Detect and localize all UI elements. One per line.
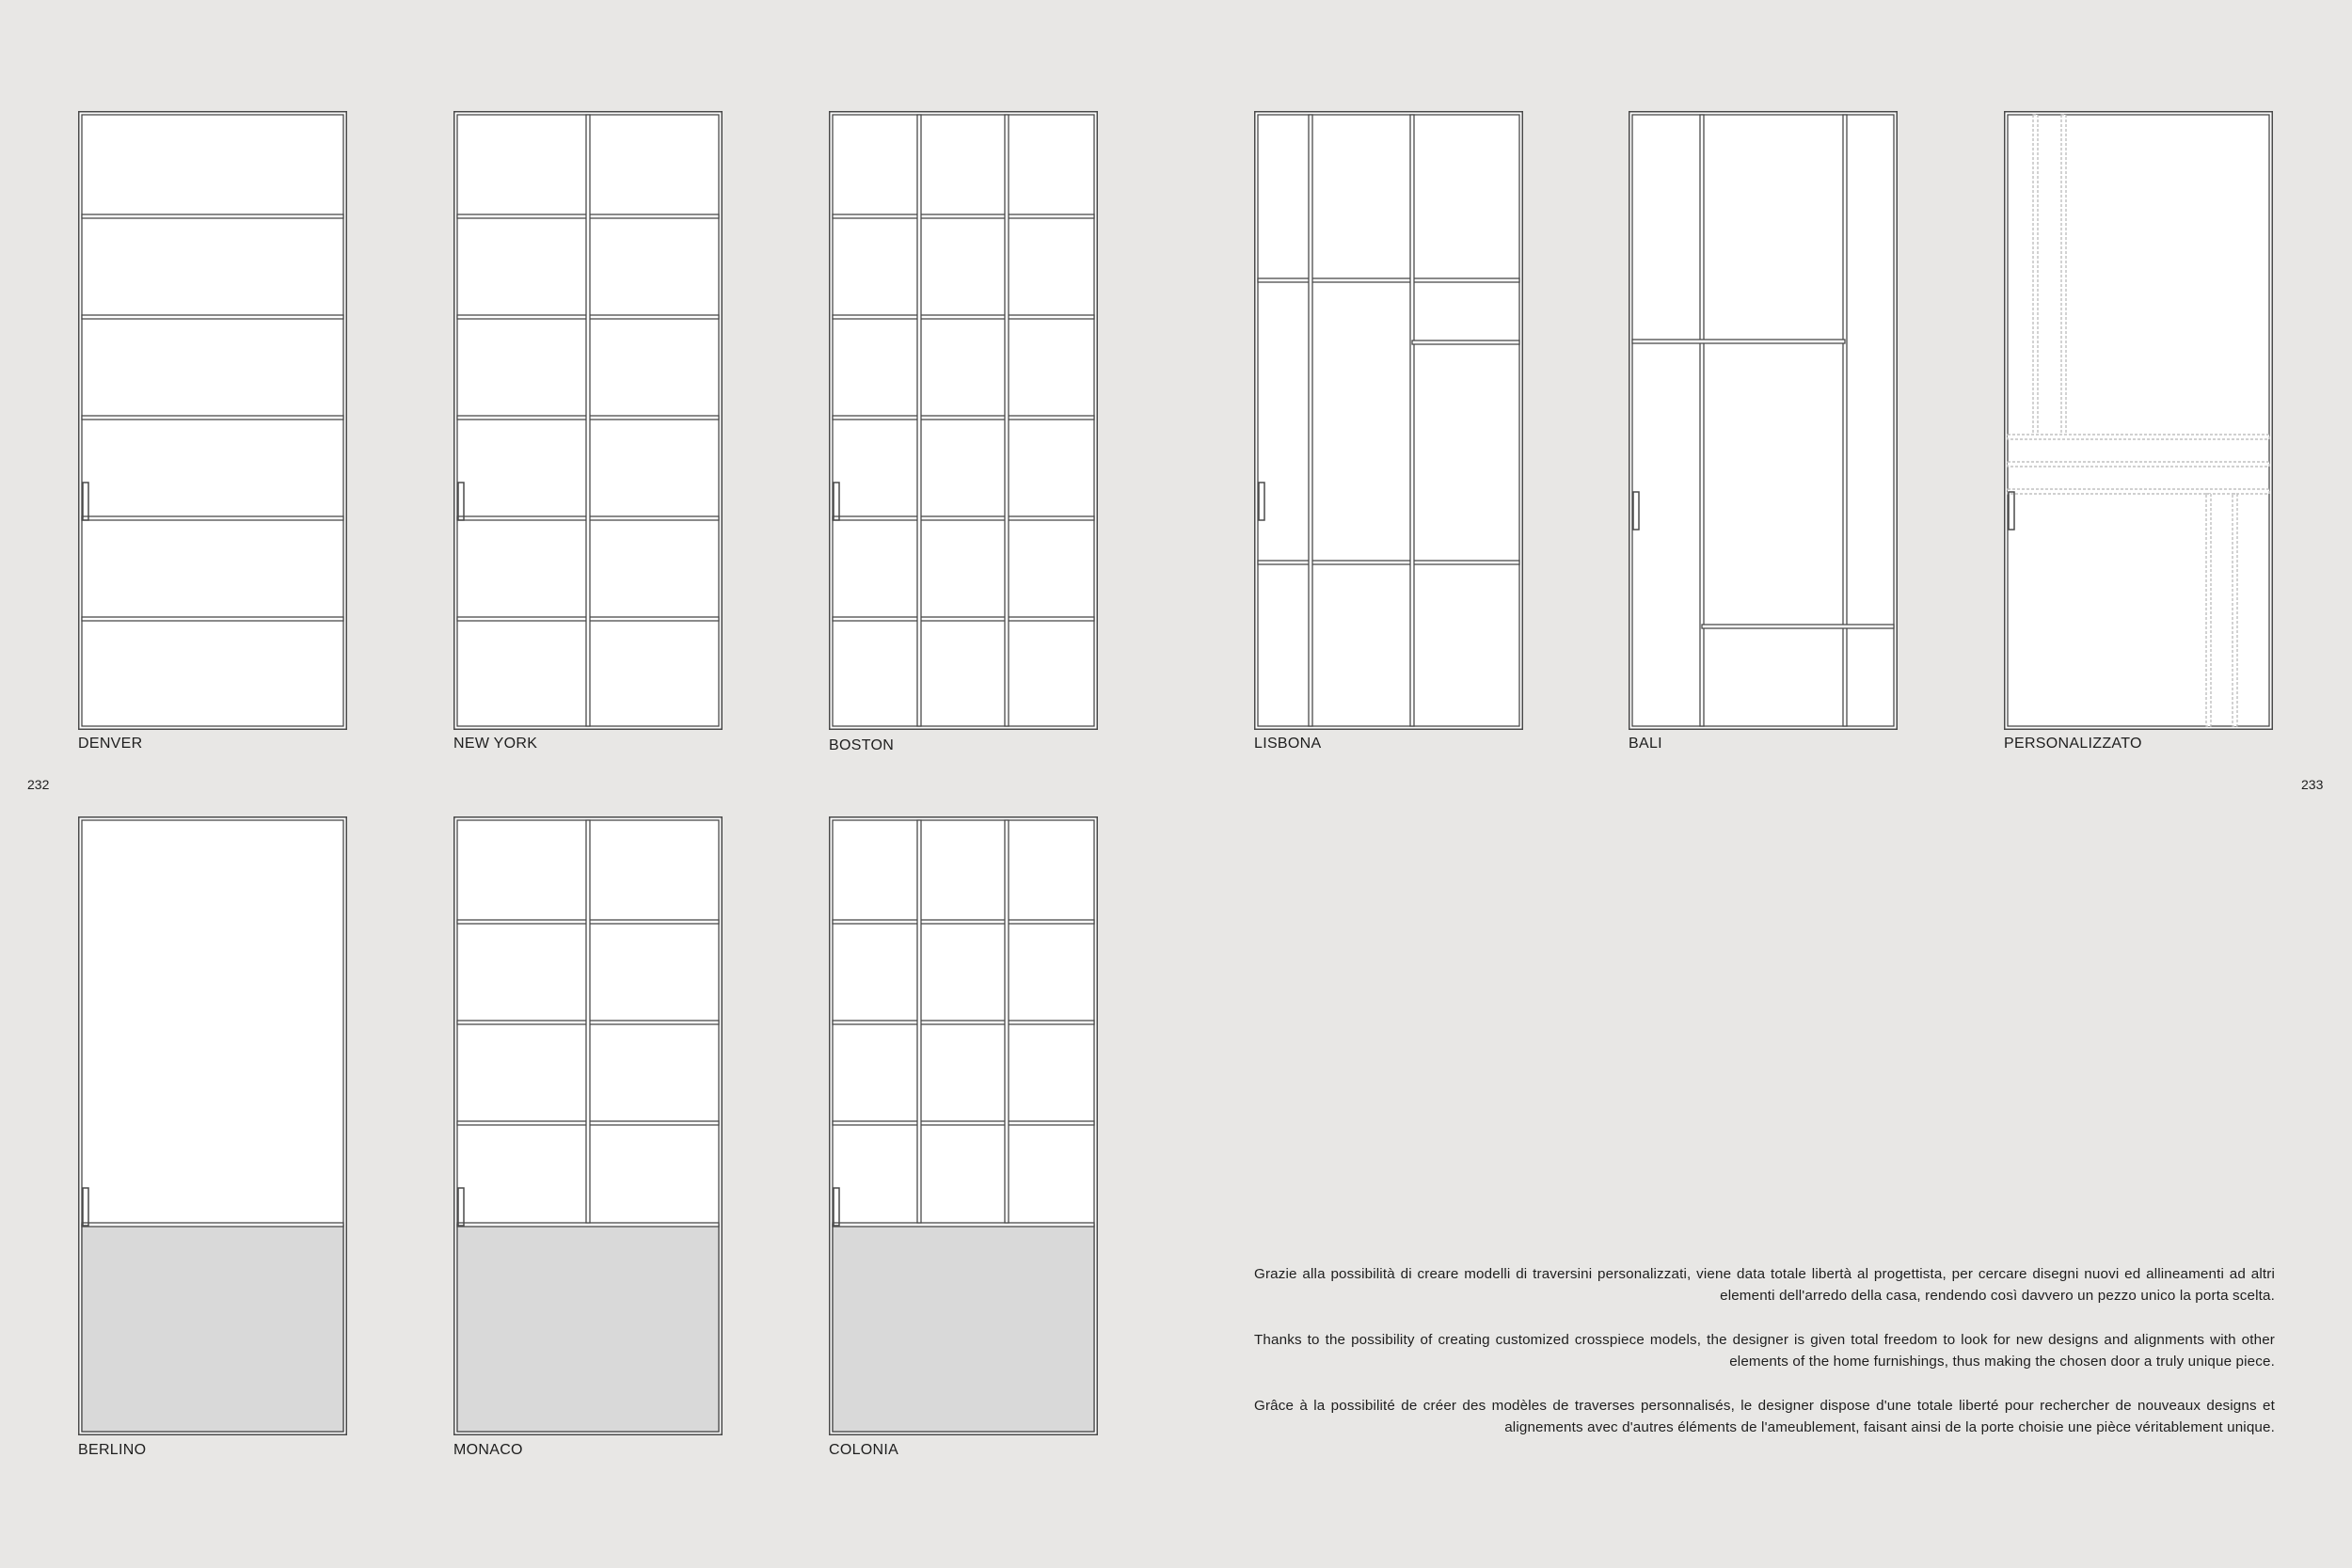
- door-crossbar: [82, 416, 343, 420]
- page-number-right: 233: [2301, 777, 2324, 792]
- door-crossbar: [82, 1223, 343, 1227]
- door-lisbona-drawing: [1254, 111, 1523, 730]
- door-crossbar: [833, 1021, 1094, 1024]
- custom-crossbar: [2206, 494, 2211, 726]
- door-mullion: [586, 115, 590, 726]
- door-outer-frame: [1629, 112, 1898, 730]
- door-berlino: [78, 816, 347, 1435]
- door-crossbar: [82, 315, 343, 319]
- custom-crossbar: [2008, 489, 2269, 494]
- door-crossbar: [833, 1223, 1094, 1227]
- door-mullion: [1309, 115, 1312, 726]
- door-label-berlino: BERLINO: [78, 1442, 147, 1458]
- door-mullion: [586, 820, 590, 1223]
- description-italian: Grazie alla possibilità di creare modelli di traversini personalizzati, viene data totale libertà al progettista, per cercare disegni nuovi ed allineamenti ad altri elementi dell'arredo della casa, rendendo così davvero un pezzo unico la porta scelta.: [1254, 1266, 2275, 1304]
- door-mullion: [917, 115, 921, 726]
- door-opaque-panel: [457, 1225, 719, 1432]
- door-mullion: [917, 820, 921, 1223]
- description-english: Thanks to the possibility of creating customized crosspiece models, the designer is given total freedom to look for new designs and alignments with other elements of the home furnishings, thus making the chosen door a truly unique piece.: [1254, 1332, 2275, 1370]
- door-crossbar: [833, 214, 1094, 218]
- door-label-new-york: NEW YORK: [453, 736, 538, 752]
- door-mullion: [1410, 115, 1414, 726]
- door-outer-frame: [79, 112, 347, 730]
- door-label-denver: DENVER: [78, 736, 143, 752]
- door-crossbar: [1412, 341, 1519, 344]
- custom-crossbar: [2008, 462, 2269, 467]
- door-crossbar: [833, 1121, 1094, 1125]
- door-label-personalizzato: PERSONALIZZATO: [2004, 736, 2142, 752]
- door-denver: [78, 111, 347, 730]
- door-bali-drawing: [1629, 111, 1898, 730]
- door-crossbar: [1702, 625, 1894, 628]
- door-denver-drawing: [78, 111, 347, 730]
- door-colonia-drawing: [829, 816, 1098, 1435]
- door-mullion: [1700, 115, 1704, 726]
- door-boston-drawing: [829, 111, 1098, 730]
- door-outer-frame: [1255, 112, 1523, 730]
- door-bali: [1629, 111, 1898, 730]
- door-personalizzato: [2004, 111, 2273, 730]
- door-personalizzato-drawing: [2004, 111, 2273, 730]
- door-new-york: [453, 111, 723, 730]
- door-boston: [829, 111, 1098, 730]
- door-new-york-drawing: [453, 111, 723, 730]
- door-crossbar: [82, 516, 343, 520]
- door-monaco: [453, 816, 723, 1435]
- door-crossbar: [1258, 561, 1519, 564]
- door-crossbar: [82, 617, 343, 621]
- door-lisbona: [1254, 111, 1523, 730]
- door-crossbar: [833, 315, 1094, 319]
- door-mullion: [1005, 820, 1009, 1223]
- door-crossbar: [1258, 278, 1519, 282]
- door-crossbar: [833, 617, 1094, 621]
- door-crossbar: [833, 516, 1094, 520]
- door-mullion: [1843, 115, 1847, 726]
- page-number-left: 232: [27, 777, 50, 792]
- door-colonia: [829, 816, 1098, 1435]
- door-label-colonia: COLONIA: [829, 1442, 899, 1458]
- custom-crossbar: [2033, 115, 2038, 438]
- door-label-monaco: MONACO: [453, 1442, 523, 1458]
- door-label-boston: BOSTON: [829, 737, 895, 753]
- door-label-lisbona: LISBONA: [1254, 736, 1322, 752]
- door-crossbar: [82, 214, 343, 218]
- door-crossbar: [833, 416, 1094, 420]
- door-outer-frame: [830, 112, 1098, 730]
- door-label-bali: BALI: [1629, 736, 1662, 752]
- door-crossbar: [833, 920, 1094, 924]
- door-opaque-panel: [82, 1225, 343, 1432]
- door-monaco-drawing: [453, 816, 723, 1435]
- description-block: [1254, 1263, 2275, 1461]
- custom-crossbar: [2008, 435, 2269, 439]
- description-french: Grâce à la possibilité de créer des modèles de traverses personnalisés, le designer dispose d'une totale liberté pour rechercher de nouveaux designs et alignements avec d'autres éléments de l'ameublement, faisant ainsi de la porte choisie une pièce véritablement unique.: [1254, 1398, 2275, 1435]
- door-opaque-panel: [833, 1225, 1094, 1432]
- door-mullion: [1005, 115, 1009, 726]
- custom-crossbar: [2233, 494, 2237, 726]
- custom-crossbar: [2061, 115, 2066, 438]
- door-crossbar: [1632, 340, 1845, 343]
- door-berlino-drawing: [78, 816, 347, 1435]
